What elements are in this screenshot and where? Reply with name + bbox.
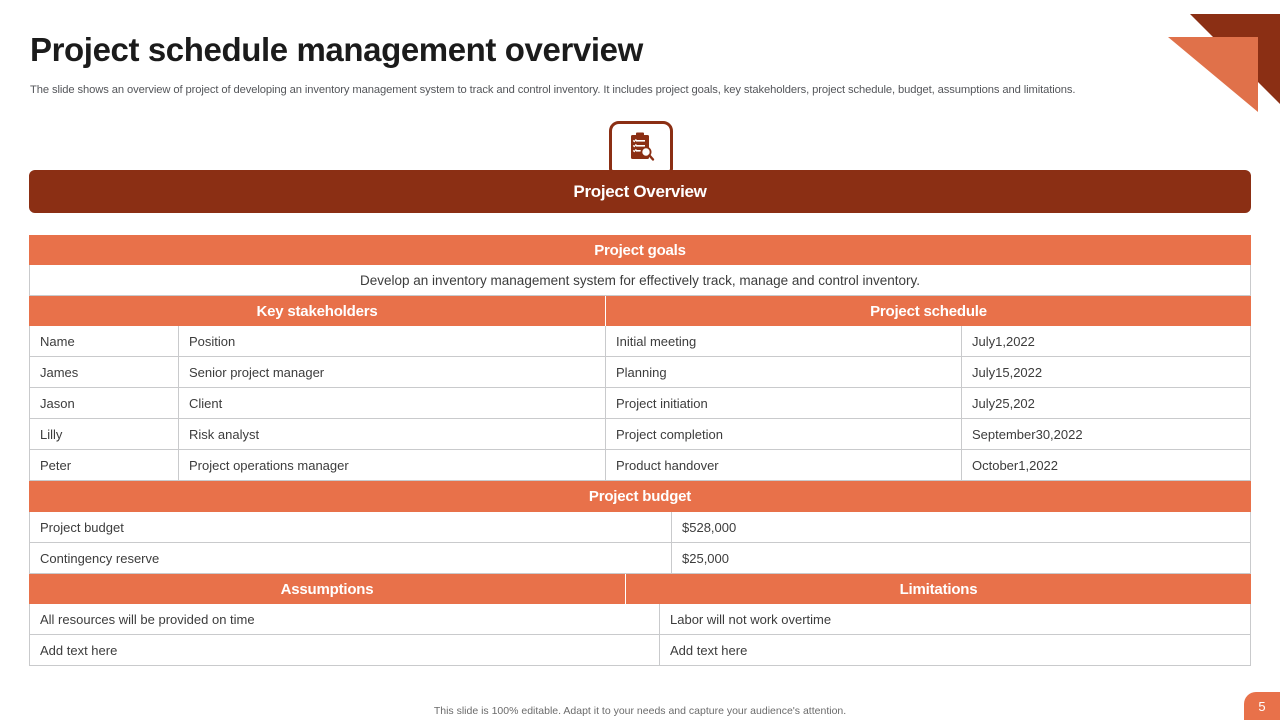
schedule-milestone: Project completion — [605, 419, 961, 449]
table-row — [29, 357, 1251, 388]
assumption-text: Add text here — [40, 642, 118, 658]
stakeholder-name: James — [40, 364, 79, 380]
stakeholder-name: Lilly — [40, 426, 63, 442]
budget-label: Project budget — [40, 519, 124, 535]
limitation-text: Add text here — [659, 635, 1250, 665]
schedule-milestone: Initial meeting — [605, 326, 961, 356]
table-row — [29, 388, 1251, 419]
schedule-date: September30,2022 — [961, 419, 1250, 449]
assumption-text: All resources will be provided on time — [40, 611, 255, 627]
table-row — [29, 543, 1251, 574]
table-row — [29, 635, 1251, 666]
project-schedule-header: Project schedule — [605, 296, 1251, 326]
corner-decoration — [1150, 0, 1280, 115]
project-goals-header: Project goals — [29, 235, 1251, 265]
stakeholder-name: Name — [40, 333, 75, 349]
budget-value: $25,000 — [671, 543, 1250, 573]
schedule-date: July15,2022 — [961, 357, 1250, 387]
stakeholder-position: Risk analyst — [178, 419, 605, 449]
stakeholder-position: Client — [178, 388, 605, 418]
schedule-date: July1,2022 — [961, 326, 1250, 356]
schedule-milestone: Planning — [605, 357, 961, 387]
table-row — [29, 326, 1251, 357]
overview-table — [29, 235, 1251, 666]
page-subtitle: The slide shows an overview of project of developing an inventory management system to track and control inventory. It includes project goals, key stakeholders, project schedule, budget, assumptions and limitations. — [30, 84, 1076, 96]
page-number-badge: 5 — [1244, 692, 1280, 720]
clipboard-search-icon — [627, 132, 655, 162]
assumptions-limitations-header — [29, 574, 1251, 604]
table-row — [29, 450, 1251, 481]
schedule-milestone: Product handover — [605, 450, 961, 480]
project-goals-text: Develop an inventory management system for effectively track, manage and control inventory. — [29, 265, 1251, 296]
stakeholder-name: Jason — [40, 395, 75, 411]
stakeholder-position: Position — [178, 326, 605, 356]
project-overview-bar — [29, 170, 1251, 213]
stakeholders-schedule-header — [29, 296, 1251, 326]
schedule-date: October1,2022 — [961, 450, 1250, 480]
assumptions-header: Assumptions — [280, 580, 374, 598]
budget-label: Contingency reserve — [40, 550, 160, 566]
table-row — [29, 512, 1251, 543]
limitations-header: Limitations — [625, 574, 1251, 604]
schedule-milestone: Project initiation — [605, 388, 961, 418]
project-budget-header: Project budget — [29, 481, 1251, 512]
stakeholder-position: Senior project manager — [178, 357, 605, 387]
schedule-date: July25,202 — [961, 388, 1250, 418]
stakeholder-position: Project operations manager — [178, 450, 605, 480]
page-title: Project schedule management overview — [30, 31, 643, 68]
limitation-text: Labor will not work overtime — [659, 604, 1250, 634]
project-overview-label: Project Overview — [573, 181, 707, 201]
key-stakeholders-header: Key stakeholders — [256, 302, 378, 320]
stakeholder-name: Peter — [40, 457, 72, 473]
footer-note: This slide is 100% editable. Adapt it to your needs and capture your audience's attention. — [433, 705, 847, 717]
clipboard-search-badge — [609, 121, 673, 173]
budget-value: $528,000 — [671, 512, 1250, 542]
table-row — [29, 419, 1251, 450]
table-row — [29, 604, 1251, 635]
